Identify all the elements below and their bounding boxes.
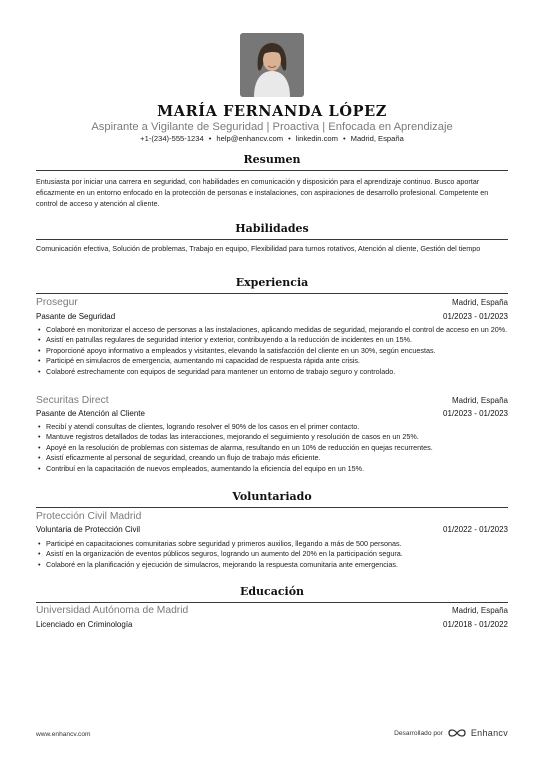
contact-separator: • — [342, 134, 346, 143]
contact-separator: • — [288, 134, 291, 143]
contact-email: help@enhancv.com — [216, 134, 284, 143]
company-name: Securitas Direct — [36, 395, 109, 406]
school-name: Universidad Autónoma de Madrid — [36, 605, 189, 616]
organization-name: Protección Civil Madrid — [36, 511, 142, 522]
summary-text: Entusiasta por iniciar una carrera en seguridad, con habilidades en comunicación y disposición para el aprendizaje continuo. Busco aportar eficazmente en un entorno enfocado en la protección de personas e instalaciones, con aspiraciones de desarrollo profesional. Competente en control de acceso y atención al cliente. — [36, 177, 489, 208]
list-item: • Asistí en patrullas regulares de seguridad interior y exterior, contribuyendo a la reducción de incidentes en un 15%. — [36, 335, 510, 345]
education-header — [36, 605, 508, 616]
list-item: • Colaboré en la planificación y ejecución de simulacros, mejorando la respuesta comunitaria ante emergencias. — [36, 560, 510, 570]
job-location: Madrid, España — [451, 298, 508, 307]
list-item: • Proporcioné apoyo informativo a empleados y visitantes, elevando la satisfacción del cliente en un 30%, según encuestas. — [36, 346, 510, 356]
list-item: • Participé en capacitaciones comunitarias sobre seguridad y primeros auxilios, llegando a más de 500 personas. — [36, 539, 510, 549]
contact-location: Madrid, España — [350, 134, 404, 143]
list-item: • Colaboré estrechamente con equipos de seguridad para mantener un entorno de trabajo seguro y controlado. — [36, 367, 510, 377]
experience-bullets — [36, 325, 510, 377]
job-role: Pasante de Seguridad — [36, 312, 116, 321]
list-item: • Recibí y atendí consultas de clientes, logrando resolver el 90% de los casos en el primer contacto. — [36, 422, 510, 432]
company-name: Prosegur — [36, 297, 78, 308]
volunteer-role: Voluntaria de Protección Civil — [36, 525, 141, 534]
list-item: • Colaboré en monitorizar el acceso de personas a las instalaciones, aplicando medidas de seguridad, mejorando el control de acceso en un 20%. — [36, 325, 510, 335]
experience-role-row — [36, 312, 508, 321]
experience-header — [36, 395, 508, 406]
skills-text: Comunicación efectiva, Solución de problemas, Trabajo en equipo, Flexibilidad para turnos rotativos, Atención al cliente, Gestión del tiempo — [36, 244, 481, 253]
section-divider — [36, 239, 508, 240]
footer-brand-name: Enhancv — [470, 728, 508, 738]
volunteer-role-row — [36, 525, 508, 534]
experience-role-row — [36, 409, 508, 418]
list-item: • Apoyé en la resolución de problemas con sistemas de alarma, resultando en un 10% de reducción en quejas recurrentes. — [36, 443, 510, 453]
list-item: • Asistí en la organización de eventos públicos seguros, logrando un aumento del 20% en la participación segura. — [36, 549, 510, 559]
list-item: • Asistí eficazmente al personal de seguridad, creando un flujo de trabajo más eficiente. — [36, 453, 510, 463]
school-location: Madrid, España — [451, 606, 508, 615]
volunteer-header — [36, 511, 508, 522]
contact-phone: +1-(234)-555-1234 — [140, 134, 204, 143]
section-divider — [36, 170, 508, 171]
volunteer-dates: 01/2022 - 01/2023 — [443, 525, 508, 534]
section-title-skills: Habilidades — [235, 222, 309, 235]
job-dates: 01/2023 - 01/2023 — [443, 312, 508, 321]
job-role: Pasante de Atención al Cliente — [36, 409, 145, 418]
job-dates: 01/2023 - 01/2023 — [443, 409, 508, 418]
education-dates: 01/2018 - 01/2022 — [443, 620, 508, 629]
section-title-experience: Experiencia — [235, 276, 309, 289]
section-divider — [36, 293, 508, 294]
list-item: • Participé en simulacros de emergencia, aumentando mi capacidad de respuesta rápida ante crisis. — [36, 356, 510, 366]
enhancv-logo-icon — [447, 727, 467, 739]
job-location: Madrid, España — [451, 396, 508, 405]
candidate-name: MARÍA FERNANDA LÓPEZ — [157, 103, 387, 120]
profile-photo — [240, 33, 304, 97]
profile-photo-image — [240, 33, 304, 97]
footer-brand — [394, 727, 508, 739]
section-title-summary: Resumen — [243, 153, 301, 166]
experience-header — [36, 297, 508, 308]
contact-line — [0, 134, 544, 143]
contact-linkedin: linkedin.com — [295, 134, 338, 143]
education-degree-row — [36, 620, 508, 629]
section-title-education: Educación — [239, 585, 305, 598]
list-item: • Mantuve registros detallados de todas las interacciones, mejorando el seguimiento y resolución de casos en un 25%. — [36, 432, 510, 442]
list-item: • Contribuí en la capacitación de nuevos empleados, aumentando la eficiencia del equipo en un 15%. — [36, 464, 510, 474]
section-divider — [36, 507, 508, 508]
footer-website-link[interactable]: www.enhancv.com — [36, 731, 91, 738]
section-divider — [36, 602, 508, 603]
footer-developed-by: Desarrollado por — [394, 729, 443, 737]
candidate-tagline: Aspirante a Vigilante de Seguridad | Proactiva | Enfocada en Aprendizaje — [91, 121, 453, 133]
section-title-volunteer: Voluntariado — [232, 490, 312, 503]
volunteer-bullets — [36, 539, 510, 570]
degree-name: Licenciado en Criminología — [36, 620, 133, 629]
experience-bullets — [36, 422, 510, 474]
contact-separator: • — [208, 134, 212, 143]
